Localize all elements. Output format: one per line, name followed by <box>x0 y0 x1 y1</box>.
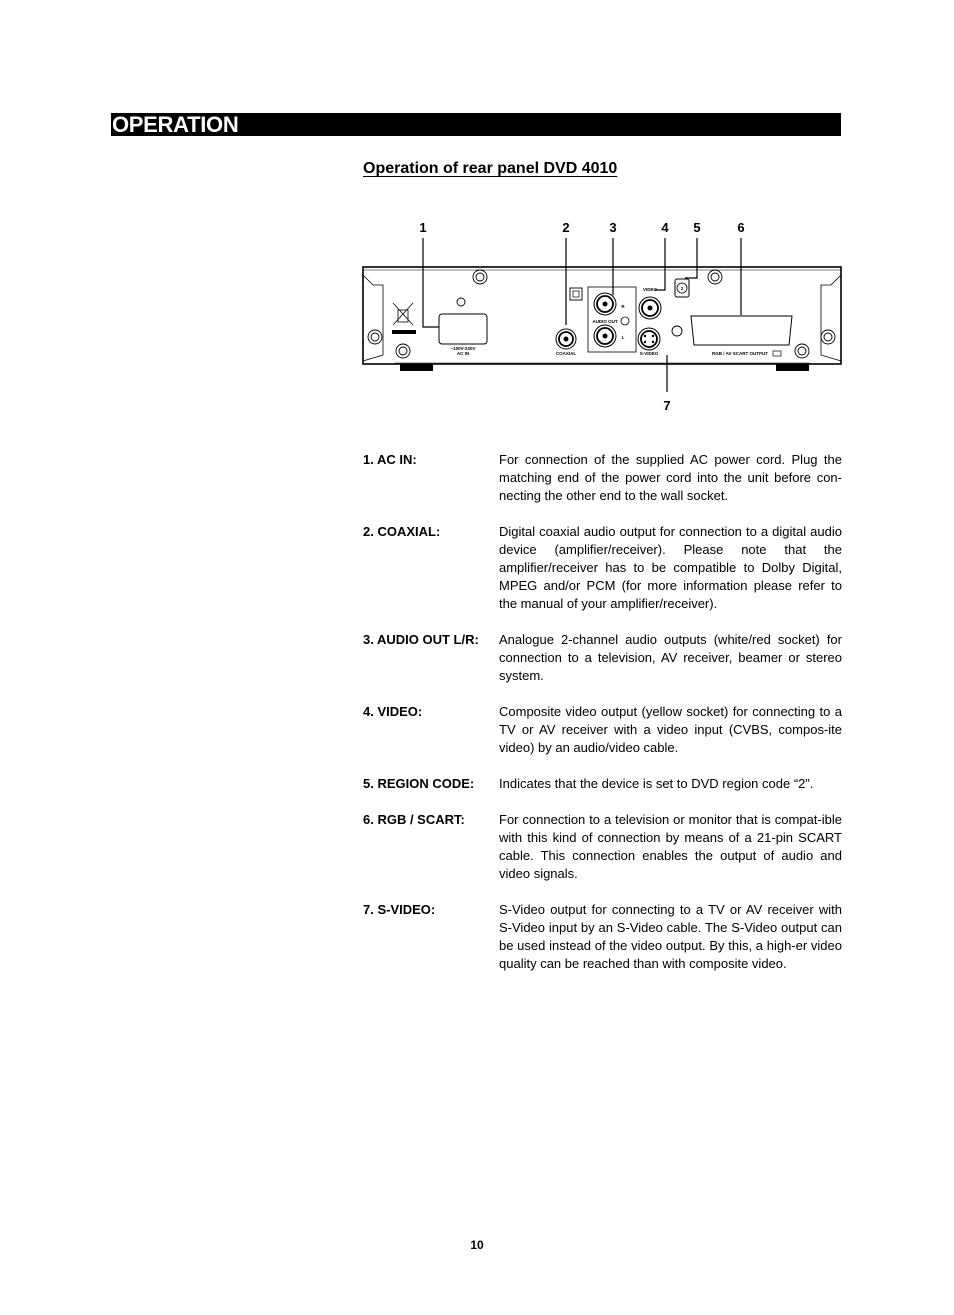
item-label: 3. AUDIO OUT L/R: <box>363 632 479 647</box>
connection-list <box>363 451 842 991</box>
item-description: For connection of the supplied AC power cord. Plug the matching end of the power cord into the unit before con-necting the other end to the wall socket. <box>499 452 842 503</box>
list-item-rgb-scart <box>363 811 842 883</box>
list-item-video <box>363 703 842 757</box>
list-item-audio-out <box>363 631 842 685</box>
subtitle: Operation of rear panel DVD 4010 <box>363 160 618 177</box>
s-video-label: S-VIDEO <box>639 351 659 356</box>
rear-panel-diagram <box>355 215 850 420</box>
item-description: S-Video output for connecting to a TV or AV receiver with S-Video input by an S-Video cable. The S-Video output can be used instead of the video output. By this, a high-er video quality can be reached than with composite video. <box>499 902 842 971</box>
video-socket <box>639 297 661 319</box>
scart-label: RGB / AV SCART OUTPUT <box>712 351 768 356</box>
item-label: 7. S-VIDEO: <box>363 902 436 917</box>
list-item-s-video <box>363 901 842 973</box>
callout-3: 3 <box>609 220 617 235</box>
leader-lines <box>423 238 741 392</box>
item-label: 4. VIDEO: <box>363 704 423 719</box>
audio-out-label: AUDIO OUT <box>592 319 618 324</box>
section-title-bar <box>111 113 841 136</box>
audio-l-label: L <box>621 335 625 340</box>
rear-panel-illustration <box>355 215 850 420</box>
ac-in-label: AC IN <box>456 351 470 356</box>
callout-4: 4 <box>661 220 669 235</box>
audio-r-label: R <box>621 304 625 309</box>
scart-icon <box>773 351 781 356</box>
item-description: For connection to a television or monitor that is compat-ible with this kind of connection by means of a 21-pin SCART cable. This connection enables the output of audio and video signals. <box>499 812 842 881</box>
item-label: 6. RGB / SCART: <box>363 812 465 827</box>
callout-2: 2 <box>562 220 570 235</box>
callout-1: 1 <box>419 220 427 235</box>
item-description: Analogue 2-channel audio outputs (white/red socket) for connection to a television, AV receiver, beamer or stereo system. <box>499 632 842 683</box>
video-label: VIDEO <box>642 287 658 292</box>
item-label: 2. COAXIAL: <box>363 524 441 539</box>
callout-6: 6 <box>737 220 745 235</box>
audio-out-r-socket <box>594 293 616 315</box>
coaxial-socket <box>556 329 576 349</box>
audio-out-l-socket <box>594 325 616 347</box>
item-description: Composite video output (yellow socket) for connecting to a TV or AV receiver with a video input (CVBS, compos-ite video) by an audio/video cable. <box>499 704 842 755</box>
ac-in-socket <box>439 314 487 344</box>
page-number: 10 <box>470 1238 484 1252</box>
list-item-region-code <box>363 775 842 793</box>
bin-bar <box>392 330 416 334</box>
callout-5: 5 <box>693 220 701 235</box>
s-video-pins <box>644 335 654 343</box>
item-label: 5. REGION CODE: <box>363 776 475 791</box>
item-description: Indicates that the device is set to DVD region code “2”. <box>499 776 814 791</box>
item-description: Digital coaxial audio output for connection to a digital audio device (amplifier/receiver). Please note that the amplifier/receiver has to be compatible to Dolby Digital, MPEG and/or PCM (for more information please refer to the manual of your amplifier/receiver). <box>499 524 842 611</box>
optical-port <box>570 288 582 300</box>
section-title: OPERATION <box>112 112 239 137</box>
region-code-value: 2 <box>680 286 684 291</box>
list-item-coaxial <box>363 523 842 613</box>
right-foot <box>776 364 809 371</box>
item-label: 1. AC IN: <box>363 452 417 467</box>
callout-7: 7 <box>663 398 671 413</box>
left-foot <box>400 364 433 371</box>
ac-in-voltage-label: ~100V-230V <box>450 346 476 351</box>
coaxial-label: COAXIAL <box>555 351 577 356</box>
weee-bin-icon <box>393 303 413 325</box>
list-item-ac-in <box>363 451 842 505</box>
s-video-socket <box>638 328 660 350</box>
scart-socket <box>691 316 792 345</box>
